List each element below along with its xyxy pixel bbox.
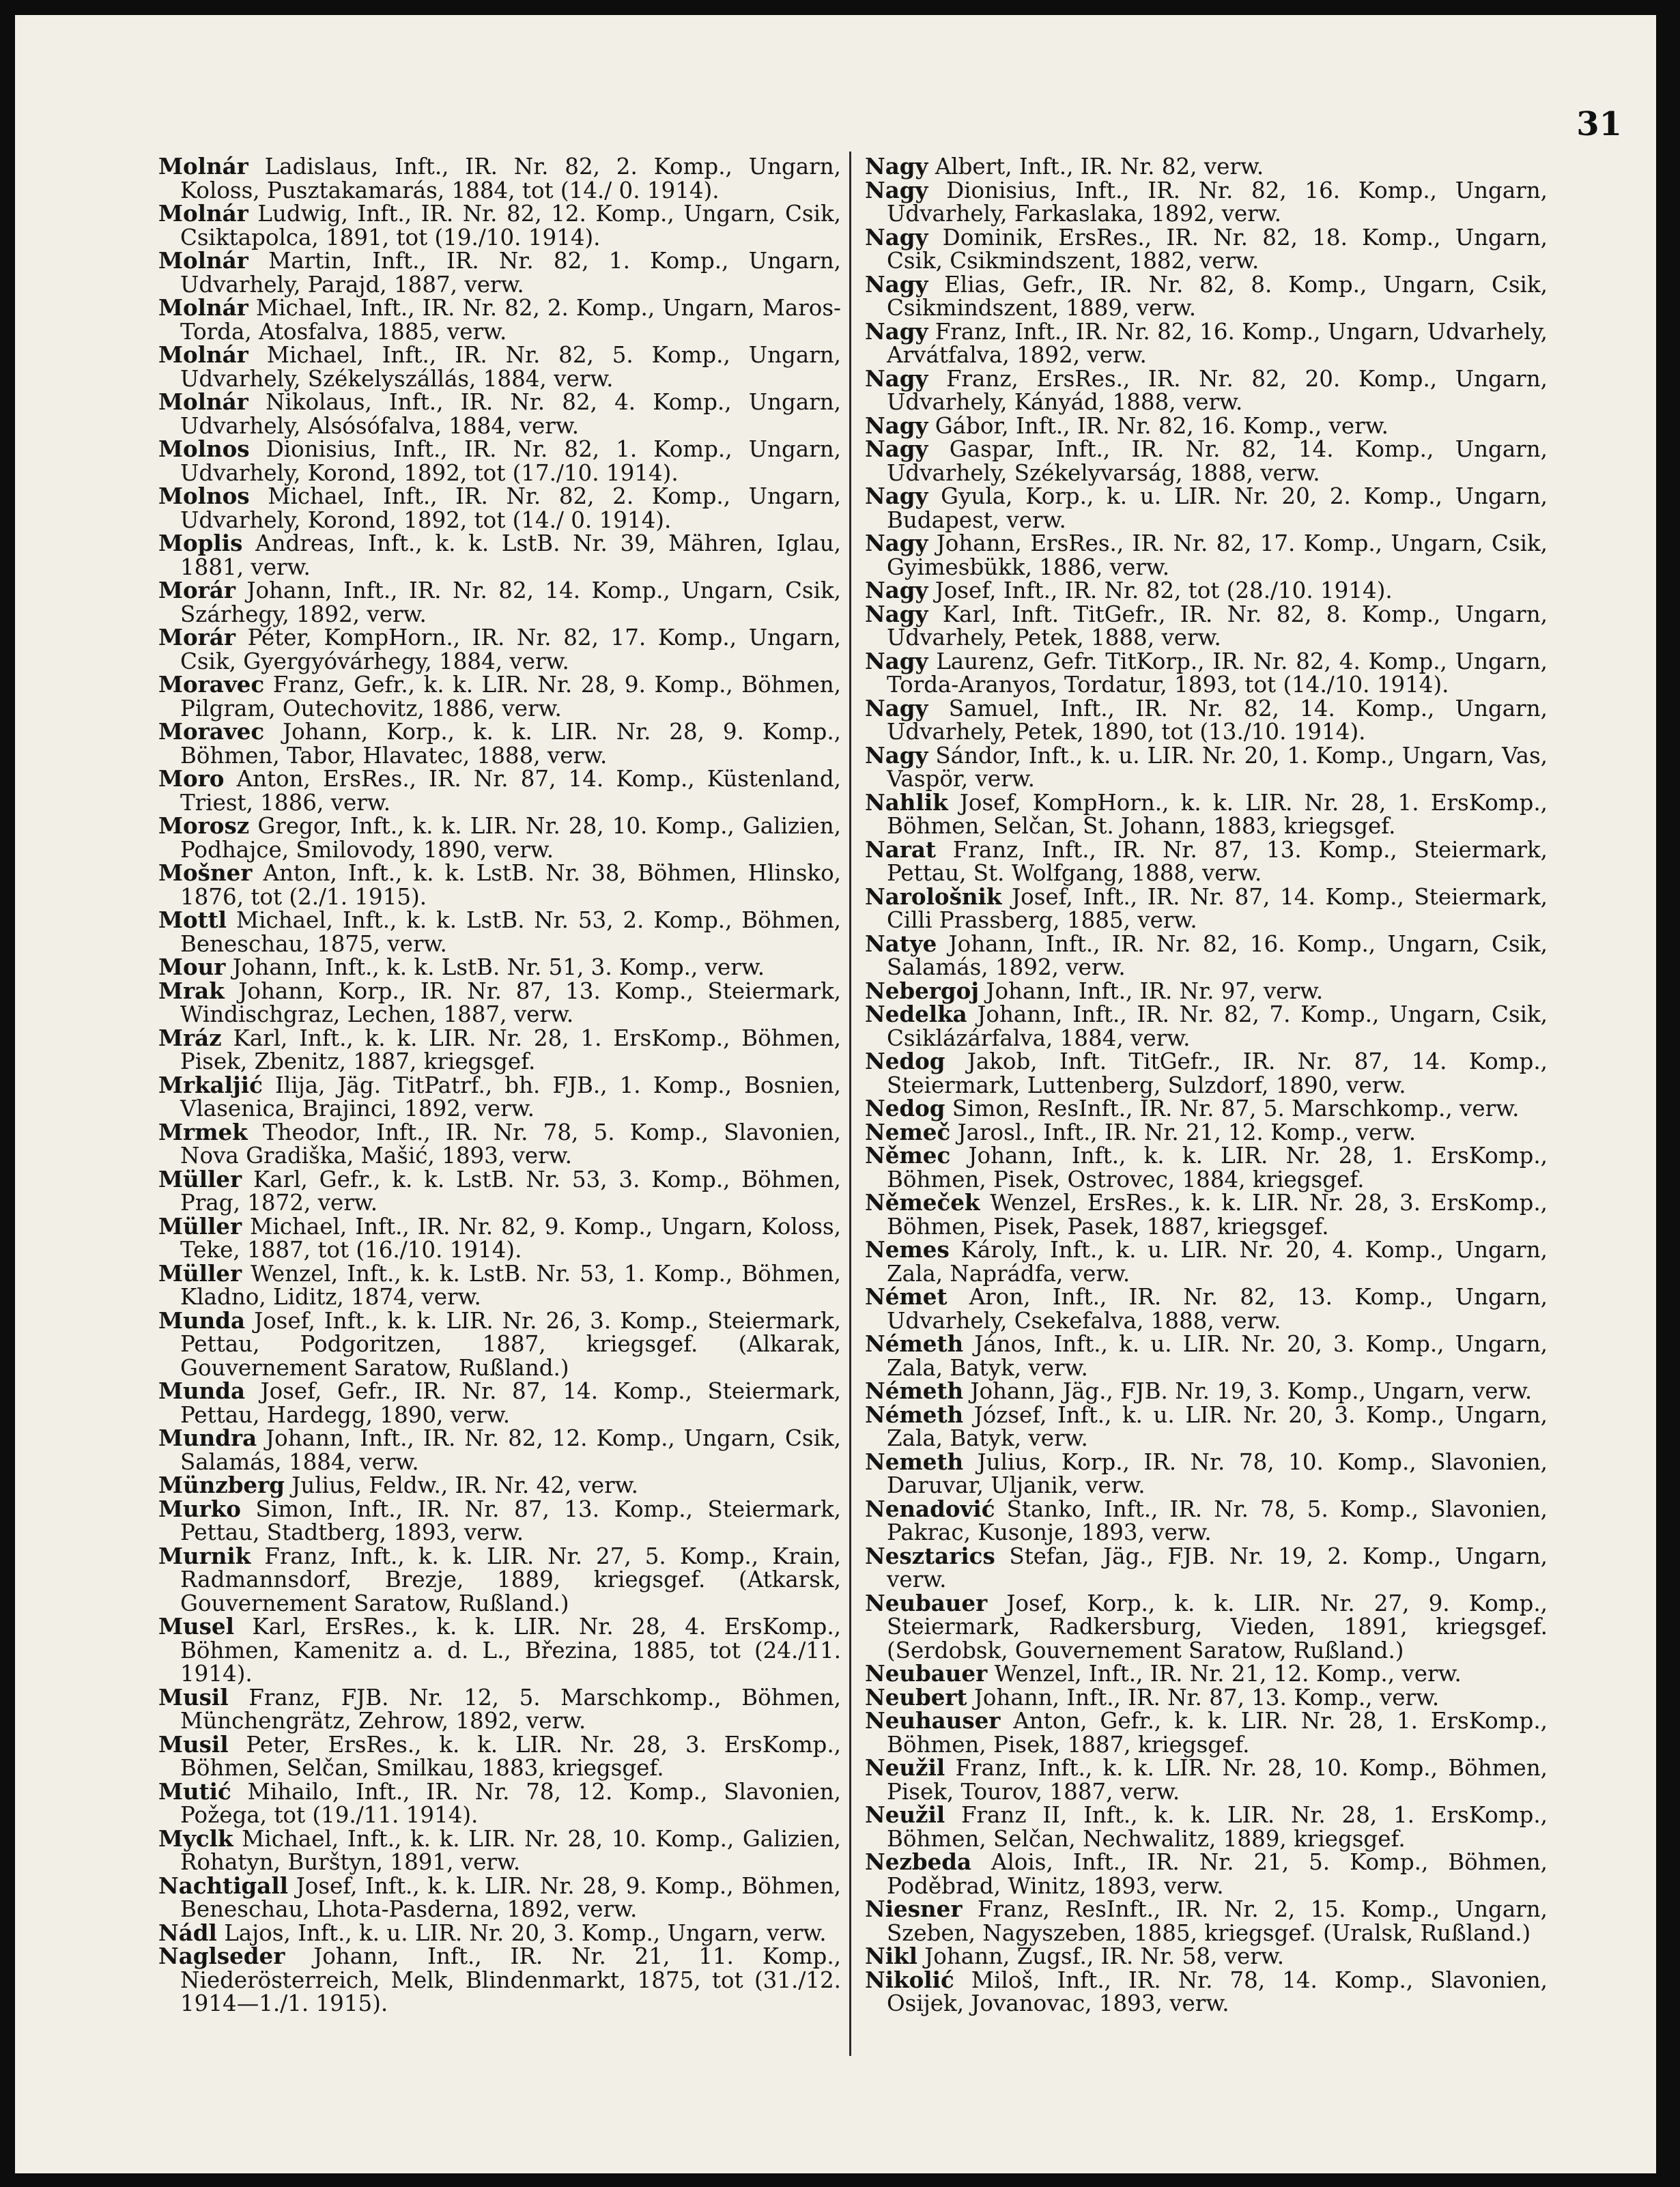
entry-details: Wenzel, Inft., k. k. LstB. Nr. 53, 1. Komp., Böhmen, Kladno, Liditz, 1874, verw. xyxy=(180,1260,841,1310)
register-entry xyxy=(158,1874,841,1921)
register-entry xyxy=(865,1966,1548,2016)
register-entry xyxy=(865,579,1548,603)
register-entry xyxy=(158,485,841,532)
register-entry xyxy=(158,977,841,1027)
page-number: 31 xyxy=(1576,105,1622,143)
entry-surname: Musil xyxy=(158,1683,229,1711)
entry-details: Samuel, Inft., IR. Nr. 82, 14. Komp., Ungarn, Udvarhely, Petek, 1890, tot (13./10. 1914). xyxy=(887,695,1548,745)
register-entry xyxy=(865,1850,1548,1898)
entry-details: Gyula, Korp., k. u. LIR. Nr. 20, 2. Komp., Ungarn, Budapest, verw. xyxy=(887,483,1548,533)
entry-surname: Nagy xyxy=(865,647,928,674)
entry-details: Martin, Inft., IR. Nr. 82, 1. Komp., Ungarn, Udvarhely, Parajd, 1887, verw. xyxy=(180,248,841,298)
entry-details: Johann, Inft., IR. Nr. 97, verw. xyxy=(986,977,1324,1004)
entry-details: Johann, Inft., IR. Nr. 82, 14. Komp., Ungarn, Csik, Szárhegy, 1892, verw. xyxy=(180,577,841,627)
entry-details: Péter, KompHorn., IR. Nr. 82, 17. Komp., Ungarn, Csik, Gyergyóvárhegy, 1884, verw. xyxy=(180,625,841,674)
entry-surname: Nagy xyxy=(865,530,928,556)
register-entry xyxy=(158,1683,841,1734)
entry-details: Nikolaus, Inft., IR. Nr. 82, 4. Komp., Ungarn, Udvarhely, Alsósófalva, 1884, verw. xyxy=(180,389,841,439)
entry-surname: Murnik xyxy=(158,1542,251,1569)
entry-details: Johann, Korp., k. k. LIR. Nr. 28, 9. Komp., Böhmen, Tabor, Hlavatec, 1888, verw. xyxy=(180,719,841,769)
entry-details: Josef, Inft., k. k. LIR. Nr. 26, 3. Komp., Steiermark, Pettau, Podgoritzen, 1887, kriegsgef. (Alkarak, Gouvernement Saratow, Rußland.) xyxy=(180,1307,841,1381)
entry-surname: Nagy xyxy=(865,223,928,251)
entry-details: Anton, ErsRes., IR. Nr. 87, 14. Komp., Küstenland, Triest, 1886, verw. xyxy=(180,766,841,816)
entry-surname: Naglseder xyxy=(158,1943,285,1969)
entry-surname: Molnár xyxy=(158,200,248,227)
entry-surname: Mošner xyxy=(158,859,253,886)
entry-details: János, Inft., k. u. LIR. Nr. 20, 3. Komp., Ungarn, Zala, Batyk, verw. xyxy=(887,1331,1548,1381)
register-entry xyxy=(158,435,841,486)
entry-surname: Nagy xyxy=(865,741,928,769)
entry-details: Franz, ErsRes., IR. Nr. 82, 20. Komp., Ungarn, Udvarhely, Kányád, 1888, verw. xyxy=(887,365,1548,415)
register-entry xyxy=(865,885,1548,932)
entry-surname: Németh xyxy=(865,1330,964,1357)
entry-details: Julius, Korp., IR. Nr. 78, 10. Komp., Slavonien, Daruvar, Uljanik, verw. xyxy=(887,1448,1548,1498)
entry-details: Stefan, Jäg., FJB. Nr. 19, 2. Komp., Ungarn, verw. xyxy=(887,1543,1548,1592)
entry-surname: Nádl xyxy=(158,1919,217,1946)
register-entry xyxy=(865,647,1548,698)
entry-details: Wenzel, Inft., IR. Nr. 21, 12. Komp., verw. xyxy=(994,1661,1462,1687)
entry-surname: Nedog xyxy=(865,1048,945,1074)
entry-surname: Molnár xyxy=(158,247,248,274)
entry-details: Johann, Inft., k. k. LIR. Nr. 28, 1. ErsKomp., Böhmen, Pisek, Ostrovec, 1884, kriegsgef. xyxy=(887,1143,1548,1192)
entry-details: Gábor, Inft., IR. Nr. 82, 16. Komp., verw. xyxy=(935,412,1389,439)
entry-details: Simon, ResInft., IR. Nr. 87, 5. Marschkomp., verw. xyxy=(952,1096,1520,1121)
entry-details: Josef, Inft., k. k. LIR. Nr. 28, 9. Komp., Böhmen, Beneschau, Lhota-Pasderna, 1892, verw. xyxy=(180,1872,841,1922)
register-entry xyxy=(865,1898,1548,1945)
entry-surname: Nagy xyxy=(865,694,928,721)
entry-details: Gaspar, Inft., IR. Nr. 82, 14. Komp., Ungarn, Udvarhely, Székelyvarság, 1888, verw. xyxy=(887,436,1548,486)
register-entry xyxy=(158,579,841,626)
register-entry xyxy=(158,1024,841,1074)
register-entry xyxy=(865,694,1548,745)
register-entry xyxy=(158,249,841,296)
entry-details: Josef, Inft., IR. Nr. 87, 14. Komp., Steiermark, Cilli Prassberg, 1885, verw. xyxy=(887,883,1548,933)
entry-details: Miloš, Inft., IR. Nr. 78, 14. Komp., Slavonien, Osijek, Jovanovac, 1893, verw. xyxy=(887,1967,1548,2016)
entry-surname: Münzberg xyxy=(158,1472,285,1498)
entry-details: Michael, Inft., IR. Nr. 82, 2. Komp., Ungarn, Maros-Torda, Atosfalva, 1885, verw. xyxy=(180,295,841,345)
register-entry xyxy=(158,155,841,202)
register-entry xyxy=(865,1050,1548,1097)
entry-surname: Molnár xyxy=(158,294,248,321)
entry-surname: Munda xyxy=(158,1306,246,1334)
register-entry xyxy=(158,1542,841,1616)
entry-details: Dionisius, Inft., IR. Nr. 82, 1. Komp., Ungarn, Udvarhely, Korond, 1892, tot (17./10. 1914). xyxy=(180,436,841,486)
register-entry xyxy=(865,485,1548,532)
entry-details: Ilija, Jäg. TitPatrf., bh. FJB., 1. Komp., Bosnien, Vlasenica, Brajinci, 1892, verw. xyxy=(180,1072,841,1121)
entry-details: Franz, Inft., IR. Nr. 82, 16. Komp., Ungarn, Udvarhely, Arvátfalva, 1892, verw. xyxy=(887,318,1548,368)
entry-details: Jakob, Inft. TitGefr., IR. Nr. 87, 14. Komp., Steiermark, Luttenberg, Sulzdorf, 1890, verw. xyxy=(887,1048,1548,1098)
entry-surname: Mrmek xyxy=(158,1118,248,1145)
entry-details: Johann, Jäg., FJB. Nr. 19, 3. Komp., Ungarn, verw. xyxy=(970,1378,1533,1404)
entry-details: Johann, Inft., IR. Nr. 87, 13. Komp., verw. xyxy=(973,1684,1440,1711)
entry-surname: Nagy xyxy=(865,270,928,298)
entry-details: Franz, Inft., k. k. LIR. Nr. 28, 10. Komp., Böhmen, Pisek, Tourov, 1887, verw. xyxy=(887,1755,1548,1805)
register-entry xyxy=(865,977,1548,1004)
entry-details: Johann, Inft., IR. Nr. 82, 12. Komp., Ungarn, Csik, Salamás, 1884, verw. xyxy=(180,1425,841,1475)
register-entry xyxy=(865,317,1548,368)
entry-details: Alois, Inft., IR. Nr. 21, 5. Komp., Böhmen, Poděbrad, Winitz, 1893, verw. xyxy=(887,1849,1548,1899)
entry-surname: Müller xyxy=(158,1165,242,1192)
entry-details: József, Inft., k. u. LIR. Nr. 20, 3. Komp., Ungarn, Zala, Batyk, verw. xyxy=(887,1401,1548,1451)
entry-details: Julius, Feldw., IR. Nr. 42, verw. xyxy=(291,1472,638,1498)
entry-surname: Nikl xyxy=(865,1943,917,1969)
register-entry xyxy=(158,673,841,720)
entry-surname: Neužil xyxy=(865,1754,945,1781)
entry-surname: Nemeth xyxy=(865,1448,964,1475)
entry-surname: Németh xyxy=(865,1377,964,1404)
register-entry xyxy=(158,767,841,814)
register-entry xyxy=(158,343,841,390)
entry-details: Josef, Gefr., IR. Nr. 87, 14. Komp., Steiermark, Pettau, Hardegg, 1890, verw. xyxy=(180,1378,841,1428)
left-column xyxy=(158,155,841,2016)
entry-details: Karl, Inft. TitGefr., IR. Nr. 82, 8. Komp., Ungarn, Udvarhely, Petek, 1888, verw. xyxy=(887,601,1548,651)
entry-details: Karl, Gefr., k. k. LstB. Nr. 53, 3. Komp., Böhmen, Prag, 1872, verw. xyxy=(180,1166,841,1216)
entry-details: Stanko, Inft., IR. Nr. 78, 5. Komp., Slavonien, Pakrac, Kusonje, 1893, verw. xyxy=(887,1496,1548,1545)
entry-surname: Nedelka xyxy=(865,1001,967,1027)
register-entry xyxy=(158,1427,841,1474)
register-entry xyxy=(865,1450,1548,1498)
entry-details: Michael, Inft., IR. Nr. 82, 2. Komp., Ungarn, Udvarhely, Korond, 1892, tot (14./ 0. 1914). xyxy=(180,483,841,533)
entry-surname: Morosz xyxy=(158,812,250,839)
entry-details: Laurenz, Gefr. TitKorp., IR. Nr. 82, 4. Komp., Ungarn, Torda-Aranyos, Tordatur, 1893, tot (14./10. 1914). xyxy=(887,648,1548,698)
register-entry xyxy=(865,1589,1548,1663)
entry-details: Michael, Inft., IR. Nr. 82, 5. Komp., Ungarn, Udvarhely, Székelyszállás, 1884, verw. xyxy=(180,342,841,392)
right-column xyxy=(865,155,1548,2016)
entry-surname: Nemeč xyxy=(865,1118,951,1145)
entry-surname: Mottl xyxy=(158,906,227,933)
entry-surname: Nagy xyxy=(865,577,928,603)
register-entry xyxy=(865,270,1548,321)
entry-surname: Nagy xyxy=(865,317,928,345)
register-entry xyxy=(158,1495,841,1545)
entry-surname: Nezbeda xyxy=(865,1848,972,1875)
entry-surname: Müller xyxy=(158,1259,242,1287)
entry-surname: Niesner xyxy=(865,1896,963,1922)
register-entry xyxy=(158,906,841,957)
register-entry xyxy=(158,1921,841,1945)
entry-details: Dominik, ErsRes., IR. Nr. 82, 18. Komp., Ungarn, Csik, Csikmindszent, 1882, verw. xyxy=(887,224,1548,274)
entry-surname: Nedog xyxy=(865,1095,945,1121)
entry-surname: Musil xyxy=(158,1730,229,1758)
register-entry xyxy=(158,390,841,438)
entry-details: Simon, Inft., IR. Nr. 87, 13. Komp., Steiermark, Pettau, Stadtberg, 1893, verw. xyxy=(180,1496,841,1545)
entry-details: Lajos, Inft., k. u. LIR. Nr. 20, 3. Komp., Ungarn, verw. xyxy=(224,1919,827,1946)
entry-surname: Molnos xyxy=(158,435,250,462)
register-entry xyxy=(158,1071,841,1121)
entry-surname: Nesztarics xyxy=(865,1542,995,1569)
register-entry xyxy=(158,1615,841,1686)
entry-surname: Nahlik xyxy=(865,788,948,816)
entry-surname: Moro xyxy=(158,765,225,792)
entry-details: Josef, Korp., k. k. LIR. Nr. 27, 9. Komp., Steiermark, Radkersburg, Vieden, 1891, kriegsgef. (Serdobsk, Gouvernement Saratow, Rußland.) xyxy=(887,1590,1548,1663)
entry-details: Mihailo, Inft., IR. Nr. 78, 12. Komp., Slavonien, Požega, tot (19./11. 1914). xyxy=(180,1778,841,1828)
register-entry xyxy=(158,1827,841,1874)
entry-surname: Nagy xyxy=(865,435,928,462)
register-entry xyxy=(158,532,841,579)
register-entry xyxy=(865,1144,1548,1191)
entry-details: Josef, KompHorn., k. k. LIR. Nr. 28, 1. ErsKomp., Böhmen, Selčan, St. Johann, 1883, kriegsgef. xyxy=(887,789,1548,839)
entry-surname: Molnos xyxy=(158,483,250,509)
entry-details: Johann, Inft., IR. Nr. 82, 16. Komp., Ungarn, Csik, Salamás, 1892, verw. xyxy=(887,930,1548,980)
entry-surname: Mrkaljić xyxy=(158,1071,263,1098)
entry-surname: Nagy xyxy=(865,153,928,180)
entry-surname: Mundra xyxy=(158,1425,257,1451)
entry-details: Josef, Inft., IR. Nr. 82, tot (28./10. 1914). xyxy=(935,577,1393,603)
entry-surname: Natye xyxy=(865,930,937,957)
entry-surname: Morár xyxy=(158,577,236,603)
entry-surname: Nebergoj xyxy=(865,977,980,1004)
entry-surname: Moplis xyxy=(158,530,243,556)
entry-surname: Nachtigall xyxy=(158,1872,289,1899)
register-entry xyxy=(865,1191,1548,1238)
entry-surname: Mráz xyxy=(158,1024,222,1051)
entry-surname: Němeček xyxy=(865,1189,980,1216)
entry-details: Dionisius, Inft., IR. Nr. 82, 16. Komp., Ungarn, Udvarhely, Farkaslaka, 1892, verw. xyxy=(887,177,1548,227)
entry-surname: Nagy xyxy=(865,600,928,627)
entry-surname: Neuhauser xyxy=(865,1707,1001,1734)
entry-details: Károly, Inft., k. u. LIR. Nr. 20, 4. Komp., Ungarn, Zala, Naprádfa, verw. xyxy=(887,1237,1548,1287)
entry-surname: Nenadović xyxy=(865,1495,995,1522)
entry-details: Franz, FJB. Nr. 12, 5. Marschkomp., Böhmen, Münchengrätz, Zehrow, 1892, verw. xyxy=(180,1684,841,1734)
entry-surname: Narološnik xyxy=(865,883,1002,910)
register-entry xyxy=(865,1403,1548,1450)
register-entry xyxy=(158,1474,841,1498)
register-entry xyxy=(158,956,841,980)
register-entry xyxy=(865,1332,1548,1380)
entry-details: Franz, Gefr., k. k. LIR. Nr. 28, 9. Komp., Böhmen, Pilgram, Outechovitz, 1886, verw. xyxy=(180,672,841,721)
entry-surname: Német xyxy=(865,1283,948,1310)
entry-surname: Molnár xyxy=(158,341,248,368)
entry-surname: Nagy xyxy=(865,364,928,392)
register-entry xyxy=(865,176,1548,227)
register-entry xyxy=(865,1709,1548,1756)
entry-surname: Morár xyxy=(158,624,236,651)
entry-surname: Molnár xyxy=(158,388,248,415)
entry-details: Franz, Inft., k. k. LIR. Nr. 27, 5. Komp., Krain, Radmannsdorf, Brezje, 1889, kriegsgef. (Atkarsk, Gouvernement Saratow, Rußland.) xyxy=(180,1543,841,1616)
entry-details: Michael, Inft., IR. Nr. 82, 9. Komp., Ungarn, Koloss, Teke, 1887, tot (16./10. 1914). xyxy=(180,1213,841,1263)
register-entry xyxy=(158,1306,841,1381)
register-entry xyxy=(158,202,841,249)
register-entry xyxy=(865,1945,1548,1969)
entry-surname: Nemes xyxy=(865,1236,950,1263)
register-entry xyxy=(158,1777,841,1828)
register-entry xyxy=(865,1756,1548,1803)
entry-details: Johann, Zugsf., IR. Nr. 58, verw. xyxy=(924,1943,1285,1969)
register-entry xyxy=(865,1285,1548,1332)
register-entry xyxy=(865,223,1548,274)
entry-surname: Musel xyxy=(158,1613,234,1640)
register-entry xyxy=(158,296,841,343)
register-entry xyxy=(865,1683,1548,1711)
entry-surname: Narat xyxy=(865,835,936,863)
entry-details: Sándor, Inft., k. u. LIR. Nr. 20, 1. Komp., Ungarn, Vas, Vaspör, verw. xyxy=(887,742,1548,792)
register-entry xyxy=(865,1495,1548,1545)
register-entry xyxy=(158,1377,841,1428)
register-entry xyxy=(865,155,1548,179)
register-entry xyxy=(865,1662,1548,1686)
register-entry xyxy=(865,932,1548,980)
entry-details: Franz, ResInft., IR. Nr. 2, 15. Komp., Ungarn, Szeben, Nagyszeben, 1885, kriegsgef. (Uralsk, Rußland.) xyxy=(887,1896,1548,1946)
entry-details: Michael, Inft., k. k. LstB. Nr. 53, 2. Komp., Böhmen, Beneschau, 1875, verw. xyxy=(180,907,841,957)
entry-surname: Mutić xyxy=(158,1777,231,1805)
entry-surname: Němec xyxy=(865,1142,951,1169)
entry-surname: Nikolić xyxy=(865,1966,954,1993)
entry-details: Franz, Inft., IR. Nr. 87, 13. Komp., Steiermark, Pettau, St. Wolfgang, 1888, verw. xyxy=(887,836,1548,886)
entry-details: Jarosl., Inft., IR. Nr. 21, 12. Komp., verw. xyxy=(957,1119,1416,1145)
entry-details: Anton, Inft., k. k. LstB. Nr. 38, Böhmen, Hlinsko, 1876, tot (2./1. 1915). xyxy=(180,860,841,910)
entry-details: Karl, Inft., k. k. LIR. Nr. 28, 1. ErsKomp., Böhmen, Pisek, Zbenitz, 1887, kriegsgef. xyxy=(180,1025,841,1074)
entry-surname: Moravec xyxy=(158,671,265,698)
entry-surname: Németh xyxy=(865,1401,964,1428)
register-entry xyxy=(865,532,1548,579)
entry-surname: Neubauer xyxy=(865,1589,988,1616)
entry-details: Aron, Inft., IR. Nr. 82, 13. Komp., Ungarn, Udvarhely, Csekefalva, 1888, verw. xyxy=(887,1284,1548,1334)
entry-details: Michael, Inft., k. k. LIR. Nr. 28, 10. Komp., Galizien, Rohatyn, Burštyn, 1891, verw. xyxy=(180,1825,841,1875)
entry-surname: Nagy xyxy=(865,176,928,203)
register-entry xyxy=(865,1803,1548,1850)
entry-surname: Mrak xyxy=(158,977,225,1004)
register-entry xyxy=(865,1118,1548,1145)
entry-details: Karl, ErsRes., k. k. LIR. Nr. 28, 4. ErsKomp., Böhmen, Kamenitz a. d. L., Březina, 1885, tot (24./11. 1914). xyxy=(180,1614,841,1687)
entry-details: Ladislaus, Inft., IR. Nr. 82, 2. Komp., Ungarn, Koloss, Pusztakamarás, 1884, tot (14./ 0. 1914). xyxy=(180,154,841,203)
entry-details: Johann, Inft., IR. Nr. 21, 11. Komp., Niederösterreich, Melk, Blindenmarkt, 1875, tot (31./12. 1914—1./1. 1915). xyxy=(180,1943,841,2016)
entry-details: Andreas, Inft., k. k. LstB. Nr. 39, Mähren, Iglau, 1881, verw. xyxy=(180,530,841,580)
entry-details: Elias, Gefr., IR. Nr. 82, 8. Komp., Ungarn, Csik, Csikmindszent, 1889, verw. xyxy=(887,271,1548,321)
register-entry xyxy=(158,861,841,909)
register-entry xyxy=(865,1542,1548,1592)
entry-details: Johann, Korp., IR. Nr. 87, 13. Komp., Steiermark, Windischgraz, Lechen, 1887, verw. xyxy=(180,977,841,1027)
register-entry xyxy=(158,1945,841,2016)
entry-surname: Neubert xyxy=(865,1683,967,1711)
entry-details: Franz II, Inft., k. k. LIR. Nr. 28, 1. ErsKomp., Böhmen, Selčan, Nechwalitz, 1889, kriegsgef. xyxy=(887,1802,1548,1852)
entry-details: Ludwig, Inft., IR. Nr. 82, 12. Komp., Ungarn, Csik, Csiktapolca, 1891, tot (19./10. 1914). xyxy=(180,201,841,251)
entry-details: Johann, Inft., IR. Nr. 82, 7. Komp., Ungarn, Csik, Csiklázárfalva, 1884, verw. xyxy=(887,1001,1548,1051)
document-page xyxy=(15,15,1656,2173)
register-entry xyxy=(158,1118,841,1169)
entry-details: Theodor, Inft., IR. Nr. 78, 5. Komp., Slavonien, Nova Gradiška, Mašić, 1893, verw. xyxy=(180,1119,841,1169)
register-entry xyxy=(865,1097,1548,1121)
entry-details: Albert, Inft., IR. Nr. 82, verw. xyxy=(935,154,1264,180)
register-entry xyxy=(865,741,1548,792)
entry-details: Anton, Gefr., k. k. LIR. Nr. 28, 1. ErsKomp., Böhmen, Pisek, 1887, kriegsgef. xyxy=(887,1708,1548,1758)
register-entry xyxy=(865,788,1548,839)
register-entry xyxy=(865,835,1548,886)
register-entry xyxy=(865,414,1548,438)
register-entry xyxy=(865,1377,1548,1404)
entry-surname: Molnár xyxy=(158,153,248,180)
register-entry xyxy=(865,1003,1548,1050)
register-entry xyxy=(158,1212,841,1263)
register-entry xyxy=(158,1730,841,1781)
entry-surname: Nagy xyxy=(865,483,928,509)
entry-surname: Moravec xyxy=(158,718,265,745)
register-entry xyxy=(158,626,841,673)
register-entry xyxy=(865,600,1548,651)
register-entry xyxy=(158,1259,841,1310)
entry-surname: Munda xyxy=(158,1377,246,1404)
register-entry xyxy=(865,1238,1548,1285)
entry-surname: Müller xyxy=(158,1212,242,1240)
entry-details: Johann, ErsRes., IR. Nr. 82, 17. Komp., Ungarn, Csik, Gyimesbükk, 1886, verw. xyxy=(887,530,1548,580)
entry-details: Johann, Inft., k. k. LstB. Nr. 51, 3. Komp., verw. xyxy=(232,954,765,980)
entry-details: Wenzel, ErsRes., k. k. LIR. Nr. 28, 3. ErsKomp., Böhmen, Pisek, Pasek, 1887, kriegsgef. xyxy=(887,1190,1548,1240)
entry-surname: Neužil xyxy=(865,1801,945,1828)
entry-details: Peter, ErsRes., k. k. LIR. Nr. 28, 3. ErsKomp., Böhmen, Selčan, Smilkau, 1883, kriegsgef. xyxy=(180,1731,841,1781)
register-entry xyxy=(158,814,841,861)
entry-surname: Neubauer xyxy=(865,1660,988,1687)
entry-details: Gregor, Inft., k. k. LIR. Nr. 28, 10. Komp., Galizien, Podhajce, Smilovody, 1890, verw. xyxy=(180,813,841,863)
entry-surname: Myclk xyxy=(158,1825,233,1852)
register-entry xyxy=(865,435,1548,486)
register-entry xyxy=(865,364,1548,415)
entry-surname: Nagy xyxy=(865,412,928,439)
entry-surname: Murko xyxy=(158,1495,241,1522)
column-divider xyxy=(849,152,851,2056)
register-entry xyxy=(158,720,841,767)
register-entry xyxy=(158,1165,841,1216)
entry-surname: Mour xyxy=(158,954,226,980)
